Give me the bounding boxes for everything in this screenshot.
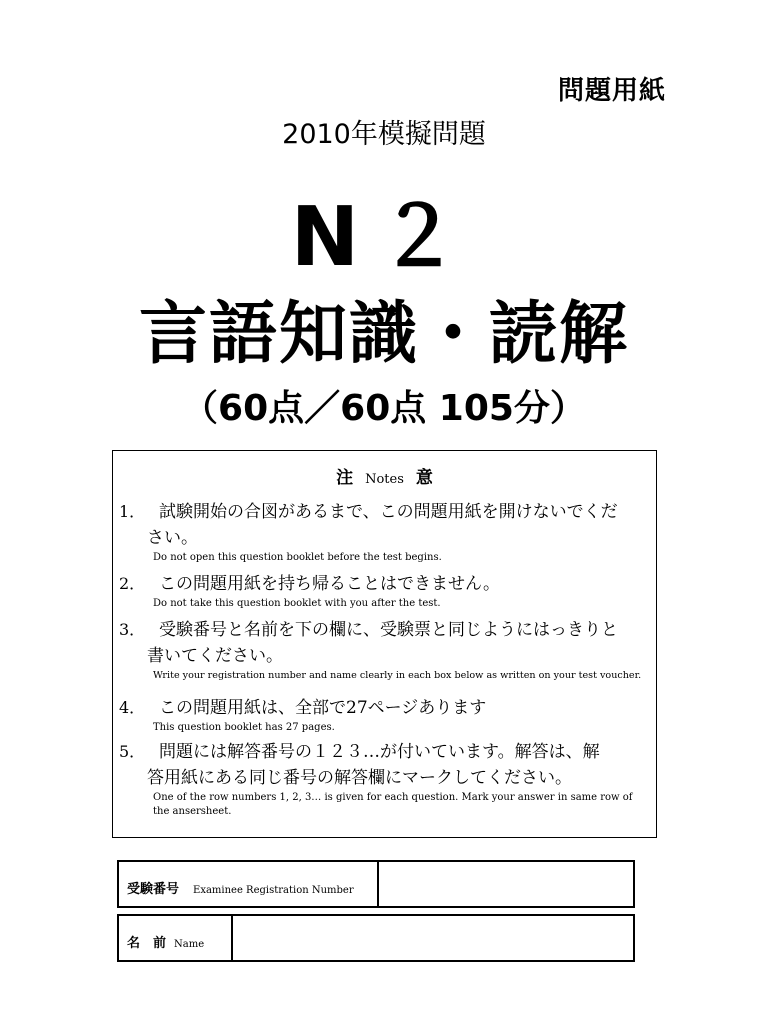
note-en: One of the row numbers 1, 2, 3… is given for each question. Mark your answer in same row of the ansersheet. (153, 792, 633, 817)
note-en: Do not open this question booklet before the test begins. (153, 552, 442, 563)
note-jp-line: さい。 (147, 528, 198, 548)
notes-title (113, 463, 656, 488)
note-number: 4． (119, 698, 146, 717)
note-number: 2． (119, 574, 146, 593)
notes-title-jp-right: 意 (415, 468, 433, 488)
note-jp-line: 書いてください。 (147, 646, 283, 666)
note-number: 5． (119, 742, 146, 761)
note-en: This question booklet has 27 pages. (153, 722, 335, 733)
note-en: Write your registration number and name clearly in each box below as written on your test voucher. (153, 670, 642, 681)
note-item (119, 571, 650, 611)
note-number: 3． (119, 620, 146, 639)
note-jp-line: 問題には解答番号の１２３…が付いています。解答は、解 (159, 742, 600, 762)
name-field[interactable] (233, 916, 633, 960)
section-title: 言語知識・読解 (138, 295, 629, 374)
registration-number-field[interactable] (379, 862, 633, 906)
booklet-label: 問題用紙 (557, 76, 666, 106)
note-jp-line: この問題用紙を持ち帰ることはできません。 (159, 574, 501, 594)
note-item (119, 617, 650, 683)
registration-row (117, 860, 635, 908)
registration-label: 受験番号 (127, 882, 180, 897)
registration-label-en: Examinee Registration Number (193, 885, 354, 896)
note-jp-line: 答用紙にある同じ番号の解答欄にマークしてください。 (147, 768, 572, 788)
note-number: 1． (119, 502, 146, 521)
name-row (117, 914, 635, 962)
registration-label-cell (119, 862, 379, 906)
name-label-cell (119, 916, 233, 960)
notes-title-en: Notes (365, 472, 404, 487)
name-label: 名 前 (127, 936, 167, 951)
note-en: Do not take this question booklet with you after the test. (153, 598, 441, 609)
note-item (119, 499, 650, 565)
exam-level: N２ (290, 190, 478, 285)
note-item (119, 739, 650, 819)
exam-subtitle: 2010年模擬問題 (282, 119, 486, 150)
note-jp-line: この問題用紙は、全部で27ページあります (159, 698, 487, 718)
score-time: （60点／60点 105分） (182, 388, 586, 429)
name-label-en: Name (174, 939, 205, 950)
note-item (119, 695, 650, 735)
notes-title-jp-left: 注 (336, 468, 354, 488)
note-jp-line: 試験開始の合図があるまで、この問題用紙を開けないでくだ (159, 502, 618, 522)
note-jp-line: 受験番号と名前を下の欄に、受験票と同じようにはっきりと (159, 620, 618, 640)
notes-box (112, 450, 657, 838)
